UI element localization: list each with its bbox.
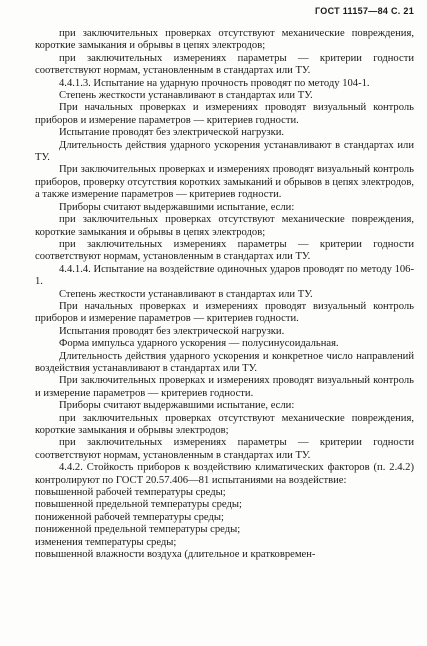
paragraph: 4.4.2. Стойкость приборов к воздействию климатических факторов (п. 2.4.2) контролируют по ГОСТ 20.57.406—81 испытаниями на воздействие:: [35, 462, 414, 486]
document-body: [35, 28, 414, 561]
paragraph: при заключительных проверках отсутствуют механические повреждения, короткие замыкания и обрывы в цепях электродов;: [35, 214, 414, 238]
paragraph: При начальных проверках и измерениях проводят визуальный контроль приборов и измерение параметров — критериев годности.: [35, 102, 414, 126]
paragraph: 4.4.1.3. Испытание на ударную прочность проводят по методу 104-1.: [59, 77, 370, 89]
paragraph: Приборы считают выдержавшими испытание, если:: [59, 400, 295, 412]
paragraph: пониженной предельной температуры среды;: [35, 524, 241, 536]
paragraph: при заключительных измерениях параметры — критерии годности соответствуют нормам, установленным в стандартах или ТУ.: [35, 52, 414, 77]
paragraph: Приборы считают выдержавшими испытание, если:: [59, 201, 295, 213]
paragraph: повышенной предельной температуры среды;: [35, 499, 242, 511]
paragraph: Степень жесткости устанавливают в стандартах или ТУ.: [59, 288, 313, 300]
paragraph: при заключительных измерениях параметры — критерии годности соответствуют нормам, установленным в стандартах или ТУ.: [35, 238, 414, 263]
paragraph: пониженной рабочей температуры среды;: [35, 511, 224, 523]
paragraph: Длительность действия ударного ускорения устанавливают в стандартах или ТУ.: [35, 139, 414, 164]
paragraph: повышенной влажности воздуха (длительное и кратковремен-: [35, 549, 316, 561]
paragraph: повышенной рабочей температуры среды;: [35, 487, 226, 499]
paragraph: При заключительных проверках и измерениях проводят визуальный контроль приборов, проверку отсутствия коротких замыканий и обрывов в цепях электродов, а также измерение параметров — критериев годности.: [35, 164, 414, 201]
paragraph: при заключительных проверках отсутствуют механические повреждения, короткие замыкания и обрывы в цепях электродов;: [35, 28, 414, 52]
paragraph: при заключительных измерениях параметры — критерии годности соответствуют нормам, установленным в стандартах или ТУ.: [35, 437, 414, 461]
paragraph: При заключительных проверках и измерениях проводят визуальный контроль и измерение параметров — критериев годности.: [35, 375, 414, 399]
paragraph: при заключительных проверках отсутствуют механические повреждения, короткие замыкания и обрывы электродов;: [35, 412, 414, 436]
paragraph: Форма импульса ударного ускорения — полусинусоидальная.: [59, 338, 339, 350]
paragraph: Испытания проводят без электрической нагрузки.: [59, 325, 285, 337]
paragraph: Длительность действия ударного ускорения и конкретное число направлений воздействия устанавливают в стандартах или ТУ.: [35, 350, 414, 374]
paragraph: изменения температуры среды;: [35, 536, 177, 548]
paragraph: 4.4.1.4. Испытание на воздействие одиночных ударов проводят по методу 106-1.: [35, 263, 414, 288]
page-header: ГОСТ 11157—84 С. 21: [314, 6, 414, 16]
paragraph: Испытание проводят без электрической нагрузки.: [59, 127, 285, 139]
paragraph: Степень жесткости устанавливают в стандартах или ТУ.: [59, 90, 313, 102]
paragraph: При начальных проверках и измерениях проводят визуальный контроль приборов и измерение параметров — критериев годности.: [35, 300, 414, 325]
